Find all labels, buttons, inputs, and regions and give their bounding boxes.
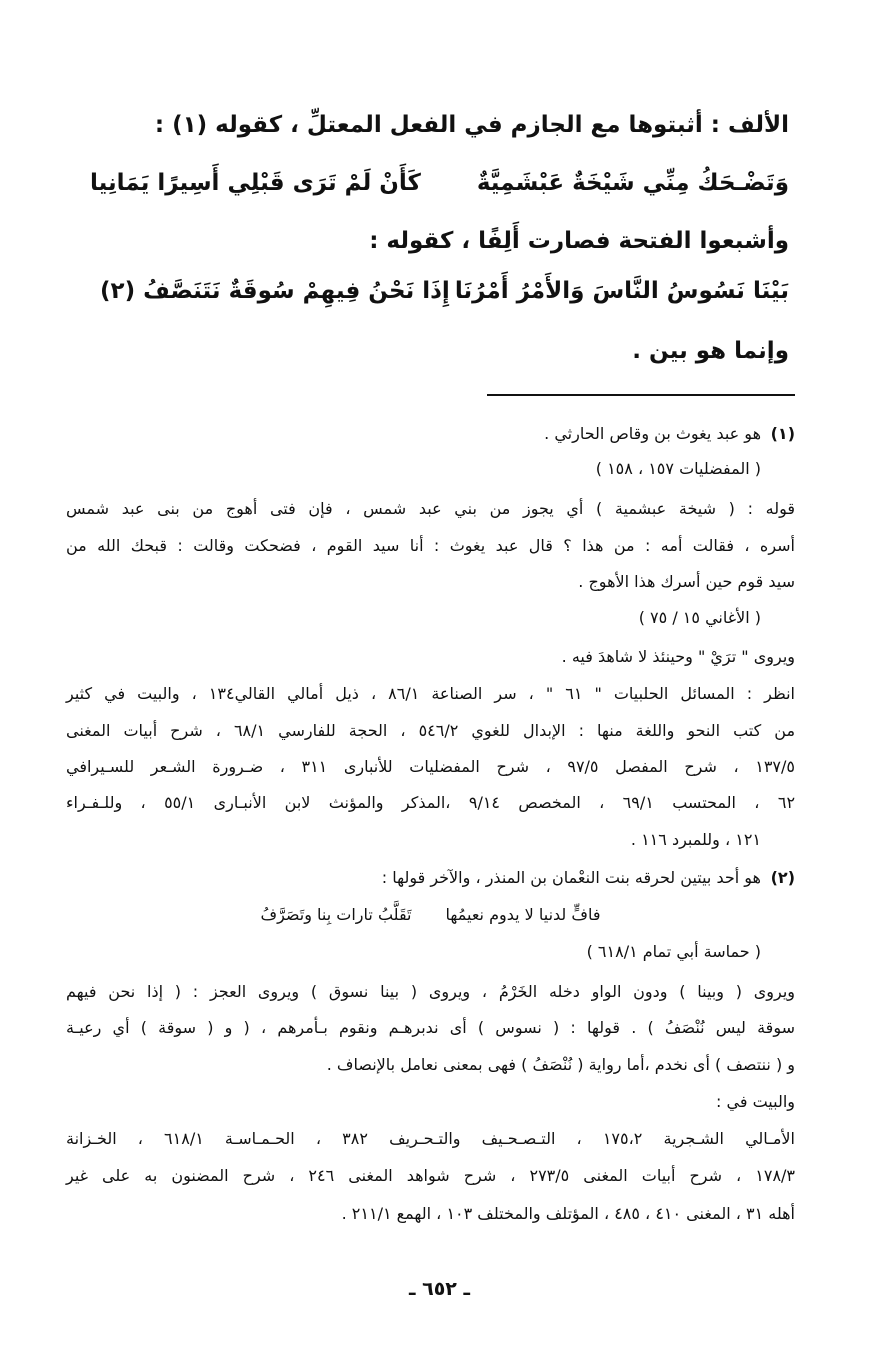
footnote-2-line-10: أهله ٣١ ، المغنى ٤١٠ ، ٤٨٥ ، المؤتلف والمختلف ١٠٣ ، الهمع ٢١١/١ .: [341, 1204, 795, 1223]
footnote-2-line-5: سوقة ليس نُنْصَفُ ) . قولها : ( نسوس ) أى ندبرهـم ونقوم بـأمرهم ، ( و ( سوقة ) أي رعيـة: [66, 1018, 795, 1037]
footnote-2-line-1: [66, 868, 795, 888]
verse-1-first-hemistich: وَتَضْـحَكُ مِنِّي شَيْخَةٌ عَبْشَمِيَّةٌ: [476, 170, 789, 196]
main-line-1-end: :: [154, 112, 173, 138]
footnote-divider: [487, 394, 795, 396]
footnote-2-line-4: ويروى ( وبينا ) ودون الواو دخله الخَرْمُ ، ويروى ( بينا نسوق ) ويروى العجز : ( إذا نحن فيهم: [66, 982, 795, 1001]
verse-1: [90, 170, 789, 196]
footnote-2-text-1: هو أحد بيتين لحرقه بنت النعْمان بن المنذر ، والآخر قولها :: [381, 868, 761, 887]
footnote-2-verse-second: تَقَلَّبُ تارات بِنا وتَصَرَّفُ: [260, 905, 412, 924]
footnote-2-verse: [66, 905, 795, 925]
footnote-1-line-11: ٦٢ ، المحتسب ٦٩/١ ، المخصص ٩/١٤ ،المذكر والمؤنث لابن الأنبـارى ٥٥/١ ، وللـفـراء: [66, 793, 796, 812]
footnote-1-number: (١): [770, 424, 795, 443]
footnote-1-line-5: سيد قوم حين أسرك هذا الأهوج .: [578, 572, 795, 591]
footnote-1-line-9: من كتب النحو واللغة منها : الإبدال للغوي ٥٤٦/٢ ، الحجة للفارسي ٦٨/١ ، شرح أبيات المغنى: [66, 721, 796, 740]
verse-2-second-hemistich: إِذَا نَحْنُ فِيهِمْ سُوقَةٌ نَتَنَصَّفُ: [143, 278, 450, 304]
footnote-2-number: (٢): [770, 868, 795, 887]
footnote-2-line-8: الأمـالي الشـجرية ١٧٥،٢ ، التـصـحـيف والتـحـريف ٣٨٢ ، الحـمـاسـة ٦١٨/١ ، الخـزانة: [66, 1129, 795, 1148]
footnote-2-line-3: [66, 942, 795, 962]
footnote-1-text-2: ( المفضليات ١٥٧ ، ١٥٨ ): [595, 459, 761, 478]
footnote-1-line-7: ويروى " ترَيْ " وحينئذ لا شاهدَ فيه .: [561, 647, 795, 666]
main-line-5: وإنما هو بين .: [632, 338, 789, 364]
verse-1-second-hemistich: كَأَنْ لَمْ تَرَى قَبْلِي أَسِيرًا يَمَانِيا: [90, 170, 421, 196]
footnote-ref-2: (٢): [100, 278, 136, 304]
main-line-3: وأشبعوا الفتحة فصارت أَلِفًا ، كقوله :: [369, 228, 789, 254]
footnote-2-line-9: ١٧٨/٣ ، شرح أبيات المغنى ٢٧٣/٥ ، شرح شواهد المغنى ٢٤٦ ، شرح المضنون به على غير: [66, 1166, 796, 1185]
page-number: ـ ٦٥٢ ـ: [408, 1278, 470, 1300]
footnote-1-text-12: ١٢١ ، وللمبرد ١١٦ .: [630, 830, 761, 849]
footnote-1-text-1: هو عبد يغوث بن وقاص الحارثي .: [544, 424, 761, 443]
footnote-2-text-3: ( حماسة أبي تمام ٦١٨/١ ): [586, 942, 761, 961]
footnote-1-text-6: ( الأغاني ١٥ / ٧٥ ): [638, 608, 761, 627]
footnote-1-line-12: [66, 830, 795, 850]
main-line-1-text: الألف : أثبتوها مع الجازم في الفعل المعتلِّ ، كقوله: [207, 112, 789, 138]
verse-2-first-hemistich: بَيْنَا نَسُوسُ النَّاسَ وَالأَمْرُ أَمْرُنَا: [454, 278, 789, 304]
footnote-2-line-6: و ( ننتصف ) أى نخدم ،أما رواية ( نُنْصَفُ ) فهى بمعنى نعامل بالإنصاف .: [326, 1055, 795, 1074]
footnote-1-line-6: [66, 608, 795, 628]
verse-2: [100, 278, 789, 304]
footnote-1-line-10: ١٣٧/٥ ، شرح المفصل ٩٧/٥ ، شرح المفضليات للأنبارى ٣١١ ، ضـرورة الشـعر للسـيرافي: [66, 757, 795, 776]
footnote-1-line-8: انظر : المسائل الحلبيات " ٦١ " ، سر الصناعة ٨٦/١ ، ذيل أمالي القالي١٣٤ ، والبيت في كثير: [66, 684, 795, 703]
footnote-1-line-3: قوله : ( شيخة عبشمية ) أي يجوز من بني عبد شمس ، فإن فتى أهوج من بنى عبد شمس: [66, 499, 795, 518]
verse-2-second-hemistich-group: [100, 278, 450, 304]
footnote-1-line-1: [66, 424, 795, 444]
footnote-2-verse-first: فافٍّ لدنيا لا يدوم نعيمُها: [445, 905, 601, 924]
main-line-1: [90, 112, 789, 138]
footnote-ref-1: (١): [172, 112, 208, 138]
footnote-1-line-4: أسره ، فقالت أمه : من هذا ؟ قال عبد يغوث : أنا سيد القوم ، فضحكت وقالت : قبحك الله من: [66, 536, 795, 555]
footnote-1-line-2: [66, 459, 795, 479]
footnote-2-line-7: والبيت في :: [716, 1092, 795, 1111]
